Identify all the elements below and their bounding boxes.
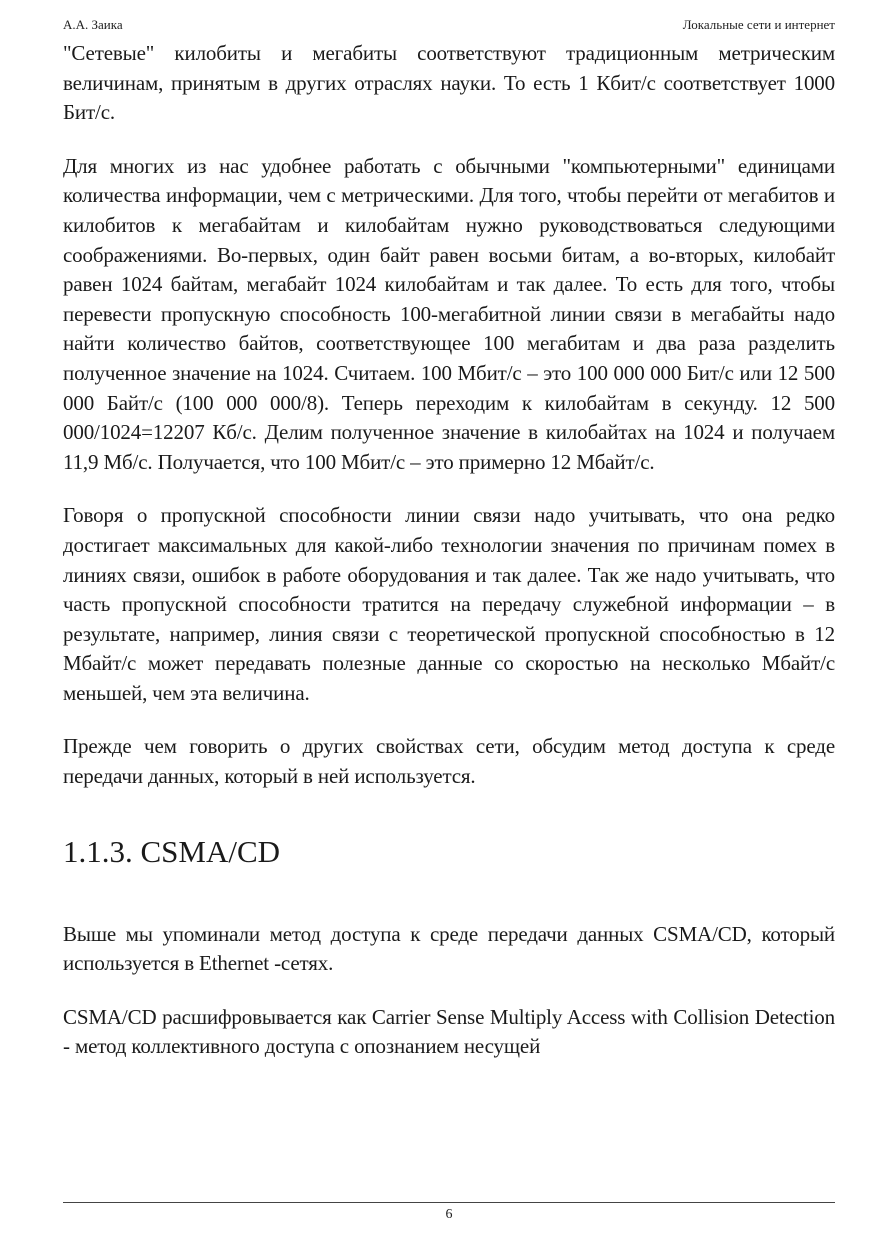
paragraph-csma-definition: CSMA/CD расшифровывается как Carrier Sense Multiply Access with Collision Detection - метод коллективного доступа с опознанием несущей — [63, 1004, 835, 1059]
header-book-title: Локальные сети и интернет — [682, 17, 835, 32]
paragraph-real-throughput: Говоря о пропускной способности линии связи надо учитывать, что она редко достигает максимальных для какой-либо технологии значения по причинам помех в линиях связи, ошибок в работе оборудования и так далее. Так же надо учитывать, что часть пропускной способности тратится на передачу служебной информации – в результате, например, линия связи с теоретической пропускной способностью в 12 Мбайт/с может передавать полезные данные со скоростью на несколько Мбайт/с меньшей, чем эта величина. — [63, 503, 835, 705]
page-number: 6 — [445, 1207, 453, 1222]
header-author: А.А. Заика — [63, 17, 123, 32]
paragraph-access-method-intro: Прежде чем говорить о других свойствах сети, обсудим метод доступа к среде передачи данных, который в ней используется. — [63, 734, 835, 789]
page-header — [63, 16, 835, 34]
section-heading: 1.1.3. CSMA/CD — [63, 833, 281, 869]
paragraph-network-units: "Сетевые" килобиты и мегабиты соответствуют традиционным метрическим величинам, принятым в других отраслях науки. То есть 1 Кбит/с соответствует 1000 Бит/с. — [63, 41, 835, 125]
paragraph-byte-conversion: Для многих из нас удобнее работать с обычными "компьютерными" единицами количества информации, чем с метрическими. Для того, чтобы перейти от мегабитов и килобитов к мегабайтам и килобайтам нужно руководствоваться следующими соображениями. Во-первых, один байт равен восьми битам, а во-вторых, килобайт равен 1024 байтам, мегабайт 1024 килобайтам и так далее. То есть для того, чтобы перевести пропускную способность 100-мегабитной линии связи в мегабайты надо найти количество байтов, соответствующее 100 мегабитам и два раза разделить полученное значение на 1024. Считаем. 100 Мбит/с – это 100 000 000 Бит/с или 12 500 000 Байт/с (100 000 000/8). Теперь переходим к килобайтам в секунду. 12 500 000/1024=12207 Кб/с. Делим полученное значение в килобайтах на 1024 и получаем 11,9 Мб/с. Получается, что 100 Мбит/с – это примерно 12 Мбайт/с. — [63, 153, 835, 474]
paragraph-csma-mention: Выше мы упоминали метод доступа к среде передачи данных CSMA/CD, который используется в Ethernet -сетях. — [63, 921, 835, 976]
footer-divider — [63, 1202, 835, 1203]
page-body — [63, 39, 835, 1062]
